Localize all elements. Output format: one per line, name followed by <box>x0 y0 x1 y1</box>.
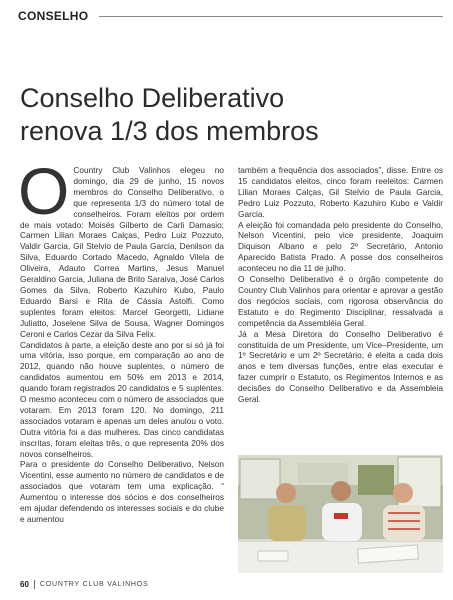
article-paragraph: Candidatos à parte, a eleição deste ano por si só já foi uma vitória, isso porque, em comparação ao ano de 2012, quando não houve suplentes, o número de candidatos aumentou em 50% em 2013 e 2014, quando foram registrados 20 candidatos e 5 suplentes. O mesmo aconteceu com o número de associados que votaram. Em 2013 foram 120. No domingo, 211 associados votaram e apenas um deles anulou o voto. Outra vitória foi a das mulheres. Das cinco candidatas inscritas, foram eleitas três, o que representa 20% dos novos conselheiros. <box>20 339 224 459</box>
page-number: 60 <box>20 580 29 589</box>
article-paragraph: Para o presidente do Conselho Deliberativo, Nelson Vicentini, esse aumento no número de candidatos e de associados que votaram tem uma explicação. “ Aumentou o interesse dos sócios e dos conselheiros em ajudar defendendo os interesses sociais e do clube e aumentou <box>20 459 224 524</box>
title-line-2: renova 1/3 dos membros <box>20 116 319 146</box>
article-paragraph: também a frequência dos associados”, disse. Entre os 15 candidatos eleitos, cinco foram reeleitos: Carmen Lilian Moraes Calças, Gil Stelvio de Paula Garcia, Pedro Luiz Pozzuto, Roberto Kazuhiro Kubo e Valdir Garcia. <box>238 165 443 219</box>
article-paragraph <box>18 154 224 340</box>
magazine-name: COUNTRY CLUB VALINHOS <box>39 581 149 588</box>
footer-divider <box>34 580 35 589</box>
page-footer <box>20 580 149 589</box>
title-line-1: Conselho Deliberativo <box>20 83 285 113</box>
article-column-left <box>18 154 224 525</box>
article-paragraph: Já a Mesa Diretora do Conselho Deliberativo é constituída de um Presidente, um Vice–Presidente, um 1º Secretário e um 2º Secretário, é eleita a cada dois anos e tem diversas funções, entre elas executar e fazer cumprir o Estatuto, os Regimentos Internos e as decisões do Conselho Deliberativo e da Assembleia Geral. <box>238 328 443 405</box>
section-label: CONSELHO <box>18 8 89 23</box>
article-title <box>20 82 440 148</box>
article-paragraph: O Conselho Deliberativo é o órgão competente do Country Club Valinhos para orientar e aprovar a gestão dos negócios sociais, com rigorosa observância do Estatuto e do Regimento Disciplinar, ressalvada a competência da Assembléia Geral. <box>238 274 443 328</box>
section-tab <box>18 6 88 25</box>
paragraph-text: Country Club Valinhos elegeu no domingo, dia 29 de junho, 15 novos membros do Conselho Deliberativo, o que representa 1/3 do número total de conselheiros. Foram eleitos por ordem de mais votado: Moisés Gilberto de Carli Damasio; Carmen Lilian Moraes Calças, Pedro Luiz Pozzuto, Valdir Garcia, Gil Stelvio de Paula Garcia, Denilson da Silva, Eduardo Cortado Macedo, Agnaldo Vilela de Oliveira, Adauto Correa Martins, Jesus Manuel Geraldino Garcia, Juliana de Brito Saraiva, José Carlos Gomes da Silva, Roberto Kazuhiro Kubo, Paulo Eduardo Barsi e Rita de Cássia Astolfi. Como suplentes foram eleitos: Marcel Georgetti, Lidiane Juliatto, Joselene Silva de Sousa, Wagner Domingos Ceroni e Carlos Cezar da Silva Felix. <box>20 165 224 339</box>
drop-cap: O <box>18 154 70 228</box>
board-members-photo <box>238 455 443 573</box>
section-rule <box>99 16 443 17</box>
article-column-right <box>238 165 443 405</box>
article-paragraph: A eleição foi comandada pelo presidente do Conselho, Nelson Vicentini, pelo vice presidente, Joaquim Diquison Albano e pelo 2º Secretário, Antonio Aparecido Batista Prado. A posse dos conselheiros aconteceu no dia 11 de julho. <box>238 219 443 274</box>
photo-illustration <box>238 455 443 573</box>
